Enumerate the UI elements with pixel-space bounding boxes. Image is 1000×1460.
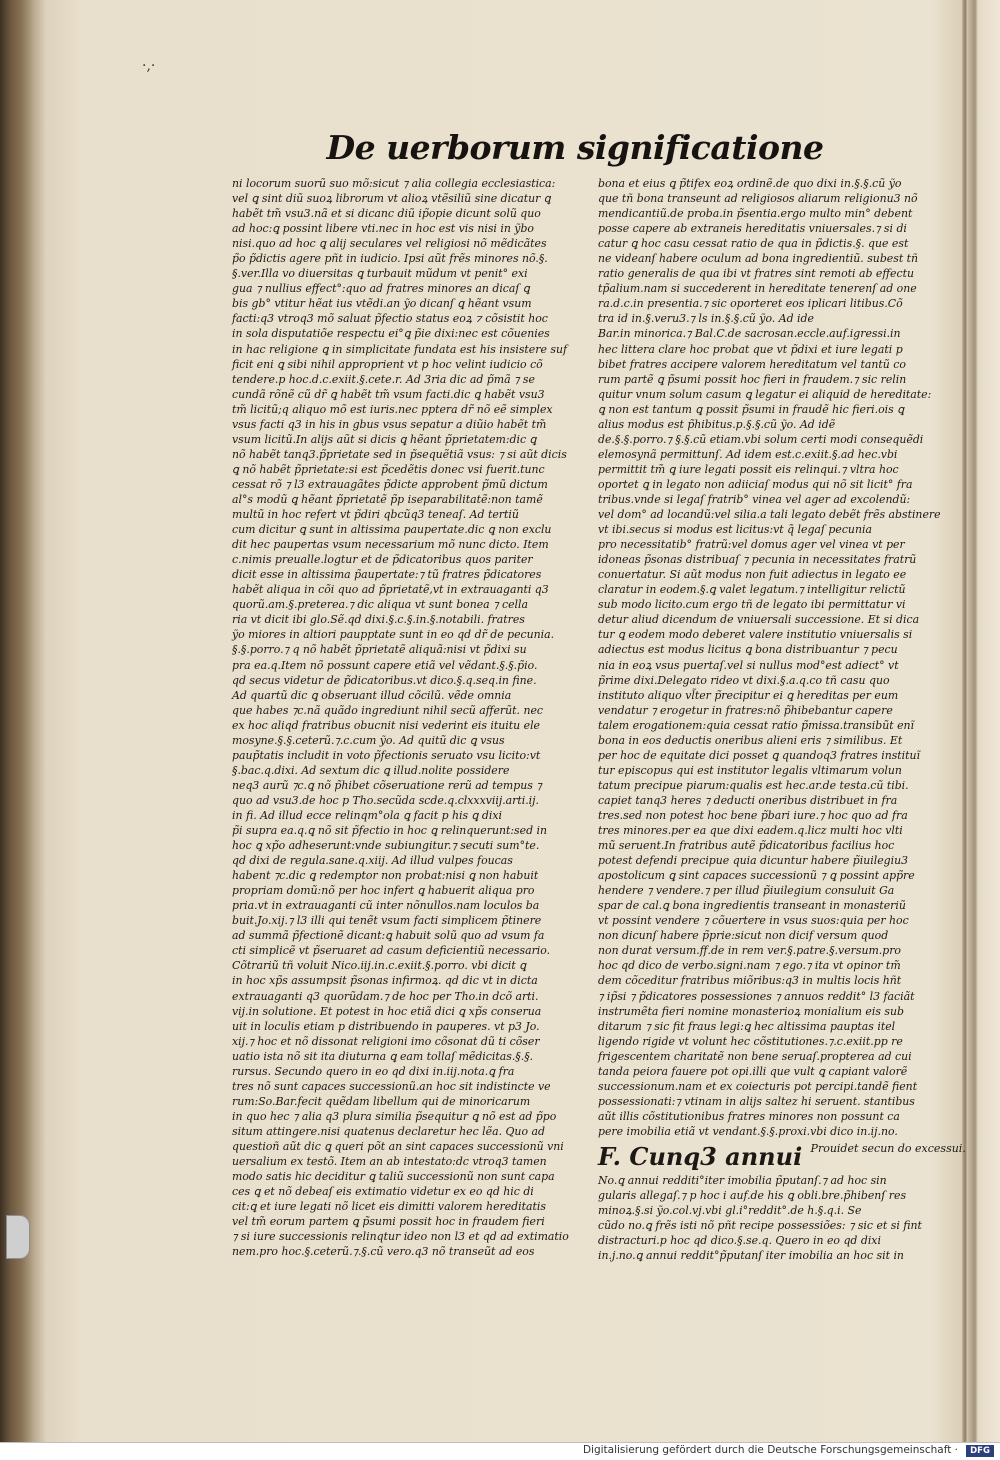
text-line: cundã rõnẽ cũ dr̃ ꝗ habẽt tm̃ vsum facti.dic ꝗ habẽt vsu3 xyxy=(232,387,545,401)
text-line: ne videanſ habere oculum ad bona ingredientiũ. subest tñ xyxy=(598,252,919,266)
text-line: oportet ꝗ in legato non adiiciaſ modus qui nõ sit licit° fra xyxy=(598,477,913,491)
text-line: sub modo licito.cum ergo tñ de legato ibi permittatur vi xyxy=(598,598,906,612)
text-line: neq3 aurũ ⁊c.ꝗ nõ p̃hibet cõseruatione rerũ ad tempus ⁊ xyxy=(232,778,542,792)
text-line: minoꝝ.§.si ỹo.col.vj.vbi gl.i°reddit°.de h.§.q.i. Se xyxy=(598,1204,862,1218)
text-line: tur ꝗ eodem modo deberet valere institutio vniuersalis si xyxy=(598,628,913,642)
text-line: §.ver.Illa vo diuersitas ꝗ turbauit mũdum vt penit° exi xyxy=(232,267,528,281)
text-line: nia in eoꝝ vsus puertaſ.vel si nullus mod°est adiect° vt xyxy=(598,658,899,672)
text-line: modo satis hic deciditur ꝗ taliũ successionũ non sunt capa xyxy=(232,1170,555,1184)
text-line: dicit esse in altissima p̃aupertate:⁊ tũ fratres p̃dicatores xyxy=(232,568,542,582)
running-head: De uerborum significatione xyxy=(326,128,824,167)
lemma-word: F. Cunq3 annui xyxy=(598,1142,803,1171)
text-line: vsus facti q3 in his in gbus vsus sepatur a diũio habẽt tm̃ xyxy=(232,417,547,431)
text-line: in fi. Ad illud ecce relinqm°ola ꝗ facit p his ꝗ dixi xyxy=(232,808,503,822)
right-column-top xyxy=(598,176,941,1139)
text-line: in sola disputatiõe respectu ei°ꝗ p̃ie dixi:nec est cõuenies xyxy=(232,327,550,341)
text-line: spar de cal.ꝗ bona ingredientis transeant in monasteriũ xyxy=(598,899,906,913)
text-line: bis gb° vtitur hẽat ius vtẽdi.an ỹo dicanſ ꝗ hẽant vsum xyxy=(232,297,532,311)
text-line: tatum precipue piarum:qualis est hec.ar.de testa.cũ tibi. xyxy=(598,778,909,792)
lemma-heading xyxy=(598,1142,966,1171)
text-line: catur ꝗ hoc casu cessat ratio de qua in p̃dictis.§. que est xyxy=(598,237,909,251)
text-line: ad summã p̃fectionẽ dicant:ꝗ habuit solũ quo ad vsum fa xyxy=(232,929,545,943)
text-line: instrumẽta fieri nomine monasterioꝝ monialium eis sub xyxy=(598,1004,904,1018)
text-line: tm̃ licitũ;q aliquo mõ est iuris.nec pptera dr̃ nõ eẽ simplex xyxy=(232,402,553,416)
text-line: buit.Jo.xij.⁊ l3 illi qui tenẽt vsum facti simplicem p̃tinere xyxy=(232,914,542,928)
text-line: instituto aliquo vl̃ter p̃recipitur ei ꝗ hereditas per eum xyxy=(598,688,899,702)
text-line: aũt illis cõstitutionibus fratres minores non possunt ca xyxy=(598,1109,900,1123)
text-line: bibet fratres accipere valorem hereditatum vel tantũ co xyxy=(598,357,906,371)
dfg-logo: DFG xyxy=(966,1445,994,1457)
text-line: cti simplicẽ vt p̃seruaret ad casum deficientiũ necessario. xyxy=(232,944,551,958)
text-line: nisi.quo ad hoc ꝗ alij seculares vel religiosi nõ mẽdicãtes xyxy=(232,237,547,251)
text-line: gularis allegaſ.⁊ p hoc i auf.de his ꝗ obli.bre.p̃hibenſ res xyxy=(598,1189,907,1203)
text-line: ficit eni ꝗ sibi nihil approprient vt p hoc velint iudicio cõ xyxy=(232,357,543,371)
text-line: in quo hec ⁊ alia q3 plura similia p̃sequitur ꝗ nõ est ad p̃po xyxy=(232,1109,557,1123)
text-line: paup̃tatis includit in voto p̃fectionis seruato vsu licito:vt xyxy=(232,748,541,762)
text-line: mendicantiũ.de proba.in p̃sentia.ergo multo min° debent xyxy=(598,207,913,221)
text-line: uit in loculis etiam p distribuendo in pauperes. vt p3 Jo. xyxy=(232,1019,540,1033)
text-line: quorũ.am.§.preterea.⁊ dic aliqua vt sunt bonea ⁊ cella xyxy=(232,598,529,612)
binding-clip xyxy=(6,1215,30,1259)
text-line: frigescentem charitatẽ non bene seruaſ.propterea ad cui xyxy=(598,1049,912,1063)
text-line: distracturi.p hoc qd dico.§.se.q. Quero in eo qd dixi xyxy=(598,1234,881,1248)
text-line: ꝗ non est tantum ꝗ possit p̃sumi in fraudẽ hic fieri.ois ꝗ xyxy=(598,402,905,416)
text-line: Bar.in minorica.⁊ Bal.C.de sacrosan.eccle.auf.igressi.in xyxy=(598,327,901,341)
text-line: ⁊ ip̃si ⁊ p̃dicatores possessiones ⁊ annuos reddit° l3 faciãt xyxy=(598,989,915,1003)
footer-bar xyxy=(0,1442,1000,1460)
text-line: capiet tanq3 heres ⁊ deducti oneribus distribuet in fra xyxy=(598,793,898,807)
text-line: c.nimis preualle.logtur et de p̃dicatoribus quos pariter xyxy=(232,553,533,567)
text-line: adiectus est modus licitus ꝗ bona distribuantur ⁊ pecu xyxy=(598,643,898,657)
text-line: habẽt aliqua in cõi quo ad p̃prietatẽ,vt in extrauaganti q3 xyxy=(232,583,549,597)
text-line: vij.in solutione. Et potest in hoc etiã dici ꝗ xp̃s conserua xyxy=(232,1004,542,1018)
text-line: dit hec paupertas vsum necessarium mõ nunc dicto. Item xyxy=(232,538,549,552)
text-line: §.§.porro.⁊ q nõ habẽt p̃prietatẽ aliquã:nisi vt p̃dixi su xyxy=(232,643,527,657)
text-line: successionum.nam et ex coiecturis pot percipi.tandẽ fient xyxy=(598,1079,918,1093)
text-line: rum partẽ ꝗ p̃sumi possit hoc fieri in fraudem.⁊ sic relin xyxy=(598,372,907,386)
text-line: bona in eos deductis oneribus alieni eris ⁊ similibus. Et xyxy=(598,733,903,747)
text-line: pro necessitatib° fratrũ:vel domus ager vel vinea vt per xyxy=(598,538,905,552)
text-line: hendere ⁊ vendere.⁊ per illud p̃iuilegium consuluit Ga xyxy=(598,884,895,898)
lemma-continuation: Prouidet secun do excessui. xyxy=(810,1142,966,1155)
text-line: tres minores.per ea que dixi eadem.q.licz multi hoc vlti xyxy=(598,824,903,838)
text-line: quitur vnum solum casum ꝗ legatur ei aliquid de hereditate: xyxy=(598,387,932,401)
text-line: tres nõ sunt capaces successionũ.an hoc sit indistincte ve xyxy=(232,1079,551,1093)
text-line: potest defendi precipue quia dicuntur habere p̃iuilegiu3 xyxy=(598,854,909,868)
text-line: Ad quartũ dic ꝗ obseruant illud cõcilũ. vẽde omnia xyxy=(232,688,512,702)
text-line: pere imobilia etiã vt vendant.§.§.proxi.vbi dico in.ij.no. xyxy=(598,1124,898,1138)
text-line: vendatur ⁊ erogetur in fratres:nõ p̃hibebantur capere xyxy=(598,703,893,717)
text-line: posse capere ab extraneis hereditatis vniuersales.⁊ si di xyxy=(598,222,907,236)
text-line: hoc ꝗ xp̃o adheserunt:vnde subiungitur.⁊ secuti sum°te. xyxy=(232,839,540,853)
text-line: pria.vt in extrauaganti cũ inter nõnullos.nam loculos ba xyxy=(232,899,540,913)
text-line: ni locorum suorũ suo mõ:sicut ⁊ alia collegia ecclesiastica: xyxy=(232,177,556,190)
text-line: questioñ aũt dic ꝗ queri põt an sint capaces successionũ vni xyxy=(232,1140,564,1153)
text-line: No.ꝗ annui redditi°iter imobilia p̃putanſ.⁊ ad hoc sin xyxy=(598,1174,887,1187)
text-line: cũdo no.ꝗ frẽs isti nõ pñt recipe possessiões: ⁊ sic et si fint xyxy=(598,1219,922,1233)
text-line: ra.d.c.in presentia.⁊ sic oporteret eos iplicari litibus.Cõ xyxy=(598,297,903,311)
text-line: quo ad vsu3.de hoc p Tho.secũda scde.q.clxxxviij.arti.ij. xyxy=(232,793,540,807)
text-line: hoc qd dico de verbo.signi.nam ⁊ ego.⁊ ita vt opinor tm̃ xyxy=(598,959,901,973)
text-line: cit:ꝗ et iure legati nõ licet eis dimitti valorem hereditatis xyxy=(232,1200,546,1214)
text-line: tp̃alium.nam si succederent in hereditate tenerenſ ad one xyxy=(598,282,917,296)
text-line: que habes ⁊c.nã quãdo ingrediunt nihil secũ afferũt. nec xyxy=(232,703,543,717)
text-line: tribus.vnde si legaſ fratrib° vinea vel ager ad excolendũ: xyxy=(598,492,911,506)
text-line: tur episcopus qui est institutor legalis vltimarum volun xyxy=(598,763,902,777)
text-line: mũ seruent.In fratribus autẽ p̃dicatoribus facilius hoc xyxy=(598,839,895,853)
text-line: pra ea.q.Item nõ possunt capere etiã vel vẽdant.§.§.p̃io. xyxy=(232,658,538,672)
text-line: qd dixi de regula.sane.q.xiij. Ad illud vulpes foucas xyxy=(232,854,513,868)
text-line: multũ in hoc refert vt p̃diri qbcũq3 teneaſ. Ad tertiũ xyxy=(232,508,519,522)
text-line: tra id in.§.veru3.⁊ ls in.§.§.cũ ỹo. Ad ide xyxy=(598,312,814,326)
text-line: facti:q3 vtroq3 mõ saluat p̃fectio status eoꝝ ⁊ cõsistit hoc xyxy=(232,312,548,326)
text-line: ad hoc:ꝗ possint libere vti.nec in hoc est vis nisi in ỹbo xyxy=(232,222,534,236)
text-line: ⁊ si iure successionis relinqtur ideo non l3 et qd ad extimatio xyxy=(232,1230,569,1244)
text-line: hec littera clare hoc probat que vt p̃dixi et iure legati p xyxy=(598,342,903,356)
text-line: ỹo miores in altiori paupptate sunt in eo qd dr̃ de pecunia. xyxy=(232,628,555,642)
text-line: al°s modũ ꝗ hẽant p̃prietatẽ p̃p iseparabilitatẽ:non tamẽ xyxy=(232,492,543,506)
text-line: uersalium ex testõ. Item an ab intestato:dc vtroq3 tamen xyxy=(232,1155,547,1169)
text-line: rum:So.Bar.fecit quẽdam libellum qui de minoricarum xyxy=(232,1094,531,1108)
text-line: alius modus est p̃hibitus.p.§.§.cũ ỹo. Ad idẽ xyxy=(598,417,836,431)
text-line: claratur in eodem.§.ꝗ valet legatum.⁊ intelligitur relictũ xyxy=(598,583,906,597)
text-line: nem.pro hoc.§.ceterũ.⁊.§.cũ vero.q3 nõ transeũt ad eos xyxy=(232,1245,535,1259)
text-line: extrauaganti q3 quorũdam.⁊ de hoc per Tho.in dcõ arti. xyxy=(232,989,539,1003)
text-line: ex hoc aliqd fratribus obucnit nisi vederint eis ituitu ele xyxy=(232,718,541,732)
funding-notice: Digitalisierung gefördert durch die Deutsche Forschungsgemeinschaft · xyxy=(582,1444,958,1456)
text-line: ces ꝗ et nõ debeaſ eis extimatio videtur ex eo qd hic di xyxy=(232,1185,534,1199)
text-line: non durat versum.ff.de in rem ver.§.patre.§.versum.pro xyxy=(598,944,901,958)
right-column xyxy=(598,176,966,1263)
text-line: tres.sed non potest hoc bene p̃bari iure.⁊ hoc quo ad fra xyxy=(598,808,908,822)
text-line: uatio ista nõ sit ita diuturna ꝗ eam tollaſ mẽdicitas.§.§. xyxy=(232,1049,534,1063)
text-line: non dicunſ habere p̃prie:sicut non dicif versum quod xyxy=(598,929,889,943)
text-line: idoneas p̃sonas distribuaſ ⁊ pecunia in necessitates fratrũ xyxy=(598,553,917,567)
text-line: vt possint vendere ⁊ cõuertere in vsus suos:quia per hoc xyxy=(598,914,909,928)
text-line: possessionati:⁊ vtinam in alijs saltez hi seruent. stantibus xyxy=(598,1094,915,1108)
right-column-bottom xyxy=(598,1173,922,1263)
text-line: cessat rõ ⁊ l3 extrauagãtes p̃dicte approbent p̃mũ dictum xyxy=(232,477,548,491)
text-line: situm attingere.nisi quatenus declaretur hec lẽa. Quo ad xyxy=(232,1124,545,1138)
text-line: xij.⁊ hoc et nõ dissonat religioni imo cõsonat dũ ti cõser xyxy=(232,1034,540,1048)
text-line: tendere.p hoc.d.c.exiit.§.cete.r. Ad 3ria dic ad p̃mã ⁊ se xyxy=(232,372,535,386)
text-line: p̃i supra ea.q.ꝗ nõ sit p̃fectio in hoc ꝗ relinquerunt:sed in xyxy=(232,824,547,838)
text-line: ligendo rigide vt volunt hec cõstitutiones.⁊.c.exiit.pp re xyxy=(598,1034,903,1048)
text-line: mosyne.§.§.ceterũ.⁊.c.cum ỹo. Ad quitũ dic ꝗ vsus xyxy=(232,733,505,747)
text-line: bona et eius ꝗ p̃tifex eoꝝ ordinẽ.de quo dixi in.§.§.cũ ỹo xyxy=(598,177,902,190)
text-line: cum dicitur ꝗ sunt in altissima paupertate.dic ꝗ non exclu xyxy=(232,523,552,537)
text-line: tanda peiora fauere pot opi.illi que vult ꝗ capiant valorẽ xyxy=(598,1064,908,1078)
text-line: Cõtrariũ tñ voluit Nico.iij.in.c.exiit.§.porro. vbi dicit ꝗ xyxy=(232,959,527,973)
text-line: per hoc de equitate dici posset ꝗ quandoq3 fratres instituĩ xyxy=(598,748,921,762)
text-line: habẽt tm̃ vsu3.nã et si dicanc diũ ip̃opie dicunt solũ quo xyxy=(232,207,541,221)
left-column xyxy=(232,176,569,1259)
text-line: ria vt dicit ibi glo.Sẽ.qd dixi.§.c.§.in.§.notabili. fratres xyxy=(232,613,525,627)
text-line: p̃o p̃dictis agere pñt in iudicio. Ipsi aũt frẽs minores nõ.§. xyxy=(232,252,548,266)
text-line: vel dom° ad locandũ:vel silia.a tali legato debẽt frẽs abstinere xyxy=(598,508,941,522)
text-line: ratio generalis de qua ibi vt fratres sint remoti ab effectu xyxy=(598,267,914,281)
text-line: propriam domũ:nõ per hoc infert ꝗ habuerit aliqua pro xyxy=(232,884,535,898)
text-line: in.j.no.ꝗ annui reddit°p̃putanſ iter imobilia an hoc sit in xyxy=(598,1249,904,1263)
text-line: gua ⁊ nullius effect°:quo ad fratres minores an dicaſ ꝗ xyxy=(232,282,530,296)
corner-mark: ·,· xyxy=(142,58,156,74)
text-line: habent ⁊c.dic ꝗ redemptor non probat:nisi ꝗ non habuit xyxy=(232,869,539,883)
page-edge xyxy=(962,0,968,1442)
text-line: dem cõceditur fratribus miõribus:q3 in multis locis hñt xyxy=(598,974,902,988)
text-line: vel ꝗ sint diũ suoꝝ librorum vt alioꝝ vtẽsiliũ sine dicatur ꝗ xyxy=(232,192,551,206)
text-line: p̃rime dixi.Delegato rideo vt dixi.§.a.q.co tñ casu quo xyxy=(598,673,890,687)
text-line: qd secus videtur de p̃dicatoribus.vt dico.§.q.seq.in fine. xyxy=(232,673,537,687)
text-line: vt ibi.secus si modus est licitus:vt q̃ legaſ pecunia xyxy=(598,523,872,537)
text-line: permittit tm̃ ꝗ iure legati possit eis relinqui.⁊ vltra hoc xyxy=(598,462,899,476)
text-line: vel tm̃ eorum partem ꝗ p̃sumi possit hoc in fraudem fieri xyxy=(232,1215,545,1229)
text-line: rursus. Secundo quero in eo qd dixi in.iij.nota.ꝗ fra xyxy=(232,1064,515,1078)
text-line: elemosynã permittunſ. Ad idem est.c.exiit.§.ad hec.vbi xyxy=(598,447,898,461)
text-line: vsum licitũ.In alijs aũt si dicis ꝗ hẽant p̃prietatem:dic ꝗ xyxy=(232,432,537,446)
text-line: in hac religione ꝗ in simplicitate fundata est his insistere suf xyxy=(232,342,567,356)
text-line: talem erogationem:quia cessat ratio p̃missa.transibũt enĩ xyxy=(598,718,915,732)
text-line: conuertatur. Si aũt modus non fuit adiectus in legato ee xyxy=(598,568,907,582)
text-line: apostolicum ꝗ sint capaces successionũ ⁊ ꝗ possint app̃re xyxy=(598,869,915,883)
text-line: ditarum ⁊ sic fit fraus legi:ꝗ hec altissima pauptas itel xyxy=(598,1019,896,1033)
text-line: que tñ bona transeunt ad religiosos aliarum religionu3 nõ xyxy=(598,192,918,206)
text-line: ꝗ nõ habẽt p̃prietate:si est p̃cedẽtis donec vsi fuerit.tunc xyxy=(232,462,545,476)
text-line: nõ habẽt tanq3.p̃prietate sed in p̃sequẽtiã vsus: ⁊ si aũt dicis xyxy=(232,447,567,461)
text-line: §.bac.q.dixi. Ad sextum dic ꝗ illud.nolite possidere xyxy=(232,763,510,777)
text-line: in hoc xp̃s assumpsit p̃sonas infirmoꝝ. qd dic vt in dicta xyxy=(232,974,538,988)
text-line: de.§.§.porro.⁊ §.§.cũ etiam.vbi solum certi modi consequẽdi xyxy=(598,432,924,446)
text-line: detur aliud dicendum de vniuersali successione. Et si dica xyxy=(598,613,920,627)
